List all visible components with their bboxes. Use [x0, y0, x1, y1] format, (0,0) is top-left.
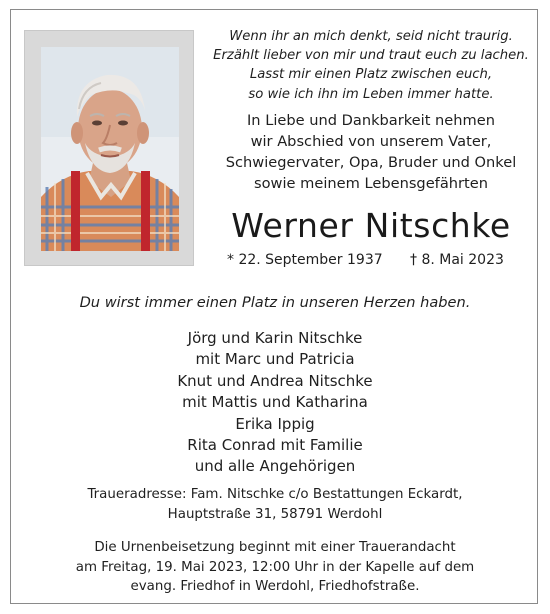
poem-line: so wie ich ihn im Leben immer hatte.	[248, 86, 494, 102]
intro-line: Schwiegervater, Opa, Bruder und Onkel	[225, 154, 517, 171]
mourner-line: Jörg und Karin Nitschke	[187, 329, 363, 347]
mourner-line: mit Marc und Patricia	[195, 350, 355, 369]
deceased-name: Werner Nitschke	[231, 206, 511, 245]
mourners-list	[0, 328, 550, 478]
intro-text	[206, 110, 536, 194]
mourning-address	[0, 485, 550, 525]
motto: Du wirst immer einen Platz in unseren Herzen haben.	[79, 294, 471, 311]
poem-line: Wenn ihr an mich denkt, seid nicht traurig.	[229, 29, 513, 44]
address-line: Hauptstraße 31, 58791 Werdohl	[167, 507, 383, 522]
intro-line: In Liebe und Dankbarkeit nehmen	[247, 112, 495, 129]
poem-line: Lasst mir einen Platz zwischen euch,	[249, 67, 493, 83]
poem-line: Erzählt lieber von mir und traut euch zu lachen.	[213, 48, 529, 64]
mourner-line: und alle Angehörigen	[194, 457, 356, 476]
mourner-line: Knut und Andrea Nitschke	[177, 371, 373, 390]
mourner-line: mit Mattis und Katharina	[182, 393, 368, 412]
funeral-line: evang. Friedhof in Werdohl, Friedhofstraße.	[130, 579, 420, 595]
portrait-photo	[41, 47, 179, 251]
address-line: Traueradresse: Fam. Nitschke c/o Bestattungen Eckardt,	[87, 487, 463, 502]
death-date: † 8. Mai 2023	[410, 252, 504, 268]
portrait-frame	[24, 30, 194, 266]
birth-date: * 22. September 1937	[227, 252, 383, 268]
mourner-line: Rita Conrad mit Familie	[187, 436, 363, 455]
poem	[206, 27, 536, 104]
funeral-line: am Freitag, 19. Mai 2023, 12:00 Uhr in der Kapelle auf dem	[75, 559, 475, 575]
intro-line: sowie meinem Lebensgefährten	[254, 175, 488, 192]
intro-line: wir Abschied von unserem Vater,	[250, 133, 492, 150]
portrait-image	[41, 47, 179, 251]
funeral-line: Die Urnenbeisetzung beginnt mit einer Trauerandacht	[94, 540, 456, 555]
mourner-line: Erika Ippig	[235, 414, 315, 433]
funeral-info	[0, 538, 550, 597]
